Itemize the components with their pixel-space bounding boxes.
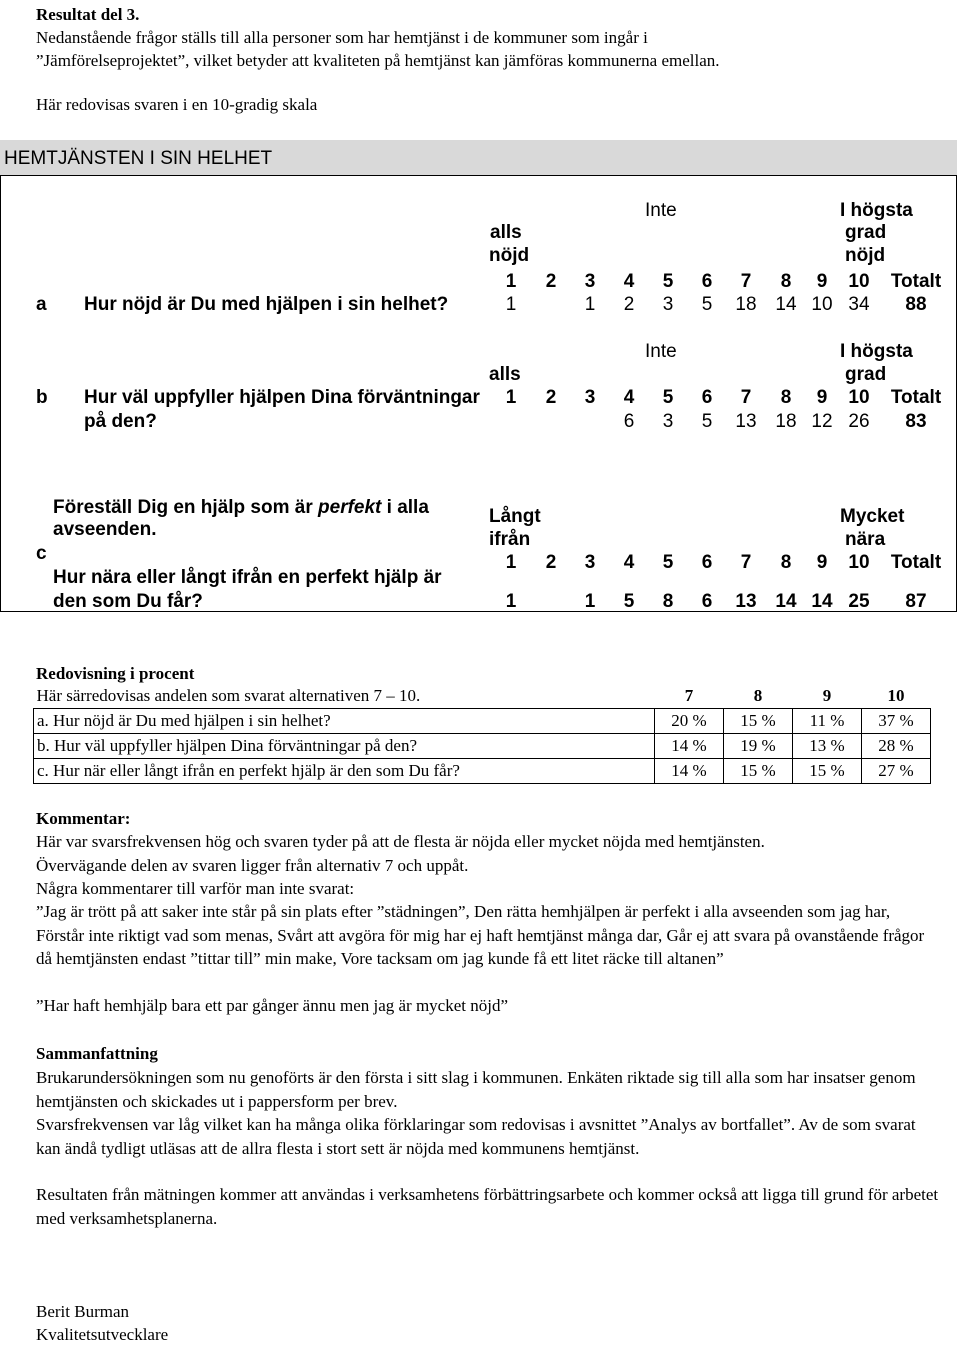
total-label: Totalt xyxy=(890,552,942,573)
q-c-low-label-2: ifrån xyxy=(489,529,531,550)
count-value: 2 xyxy=(623,294,635,315)
q-b-high-label-2: grad xyxy=(845,364,887,385)
scale-value: 8 xyxy=(780,387,792,408)
percent-subtitle: Här särredovisas andelen som svarat alternativen 7 – 10. xyxy=(36,686,421,705)
comment-quote-2: ”Har haft hemhjälp bara ett par gånger ännu men jag är mycket nöjd” xyxy=(36,996,509,1015)
total-value: 88 xyxy=(905,294,927,315)
summary-p1: Brukarundersökningen som nu genoförts är den första i sitt slag i kommunen. Enkäten riktade sig till alla som har insatser genom hemtjänsten och skickades ut i pappersform per brev. xyxy=(36,1068,916,1111)
table-row xyxy=(34,734,931,759)
scale-value: 4 xyxy=(623,271,635,292)
count-value: 6 xyxy=(701,591,713,612)
percent-cell: 15 % xyxy=(724,759,793,784)
count-value: 14 xyxy=(775,591,797,612)
table-row xyxy=(34,759,931,784)
q-c-question-line-3: Hur nära eller långt ifrån en perfekt hjälp är xyxy=(53,567,442,588)
percent-cell: 11 % xyxy=(793,709,862,734)
table-row xyxy=(34,709,931,734)
count-value: 5 xyxy=(701,294,713,315)
scale-value: 3 xyxy=(584,271,596,292)
scale-value: 5 xyxy=(662,271,674,292)
q-b-letter: b xyxy=(36,387,48,408)
percent-col-7: 7 xyxy=(684,686,694,705)
scale-value: 7 xyxy=(740,387,752,408)
q-c-question-line-2: avseenden. xyxy=(53,519,157,540)
scale-note: Här redovisas svaren i en 10-gradig skala xyxy=(36,95,318,114)
count-value: 13 xyxy=(735,591,757,612)
intro xyxy=(36,3,936,72)
count-value: 3 xyxy=(662,411,674,432)
signature-role: Kvalitetsutvecklare xyxy=(36,1325,169,1344)
count-value: 1 xyxy=(584,591,596,612)
scale-value: 9 xyxy=(816,552,828,573)
q-c-high-label-1: Mycket xyxy=(840,506,905,527)
percent-header-row xyxy=(34,684,931,709)
q-c-low-label-1: Långt xyxy=(489,506,541,527)
q-c-question-line-4: den som Du får? xyxy=(53,591,203,612)
scale-value: 2 xyxy=(545,271,557,292)
scale-value: 4 xyxy=(623,387,635,408)
count-value: 14 xyxy=(811,591,833,612)
comment-quote-1: ”Jag är trött på att saker inte står på sin plats efter ”städningen”, Den rätta hemhjälpen är perfekt i alla avseenden som jag har, Förstår inte riktigt vad som menas, Svårt att avgöra för mig har ej haft hemtjänst många dar, Går ej att svara på ovanstående frågor då hemtjänsten endast ”tittar till” min make, Vore tacksam om jag kunde få ett litet räcke till altanen” xyxy=(36,902,925,968)
q-a-high-label-1: I högsta xyxy=(840,200,913,221)
percent-cell: 13 % xyxy=(793,734,862,759)
scale-value: 5 xyxy=(662,387,674,408)
scale-value: 3 xyxy=(584,387,596,408)
percent-cell: 19 % xyxy=(724,734,793,759)
comment-p2: Övervägande delen av svaren ligger från alternativ 7 och uppåt. xyxy=(36,856,469,875)
q-a-high-label-2: grad xyxy=(845,222,887,243)
count-value: 1 xyxy=(584,294,596,315)
q-c-letter: c xyxy=(36,543,47,564)
total-label: Totalt xyxy=(890,271,942,292)
percent-cell: 14 % xyxy=(655,759,724,784)
count-value: 10 xyxy=(811,294,833,315)
scale-value: 8 xyxy=(780,271,792,292)
percent-cell: 37 % xyxy=(862,709,931,734)
count-value: 34 xyxy=(848,294,870,315)
scale-value: 6 xyxy=(701,387,713,408)
scale-value: 1 xyxy=(505,387,517,408)
count-value: 18 xyxy=(775,411,797,432)
percent-cell: 15 % xyxy=(724,709,793,734)
count-value: 5 xyxy=(623,591,635,612)
scale-value: 2 xyxy=(545,387,557,408)
percent-row-label: a. Hur nöjd är Du med hjälpen i sin helhet? xyxy=(34,709,655,734)
count-value: 1 xyxy=(505,294,517,315)
percent-heading: Redovisning i procent xyxy=(36,664,195,683)
count-value: 5 xyxy=(701,411,713,432)
count-value: 26 xyxy=(848,411,870,432)
q-a-high-label-3: nöjd xyxy=(845,245,886,266)
comment-p3: Några kommentarer till varför man inte svarat: xyxy=(36,879,355,898)
count-value: 8 xyxy=(662,591,674,612)
signature-name: Berit Burman xyxy=(36,1302,130,1321)
results-section xyxy=(0,140,957,612)
scale-value: 6 xyxy=(701,552,713,573)
percent-cell: 20 % xyxy=(655,709,724,734)
percent-row-label: b. Hur väl uppfyller hjälpen Dina förväntningar på den? xyxy=(34,734,655,759)
intro-line-2: ”Jämförelseprojektet”, vilket betyder att kvaliteten på hemtjänst kan jämföras kommunerna emellan. xyxy=(36,51,720,70)
summary-p2: Svarsfrekvensen var låg vilket kan ha många olika förklaringar som redovisas i avsnittet ”Analys av bortfallet”. Av de som svarat kan ändå tydligt utläsas att de allra flesta i stort sett är nöjda med kommunens hemtjänst. xyxy=(36,1115,916,1158)
q-b-low-label-1: alls xyxy=(489,364,521,385)
count-value: 3 xyxy=(662,294,674,315)
scale-value: 2 xyxy=(545,552,557,573)
scale-value: 9 xyxy=(816,271,828,292)
percent-cell: 27 % xyxy=(862,759,931,784)
summary-heading: Sammanfattning xyxy=(36,1044,158,1063)
percent-col-9: 9 xyxy=(822,686,832,705)
comment-p1: Här var svarsfrekvensen hög och svaren tyder på att de flesta är nöjda eller mycket nöjda med hemtjänsten. xyxy=(36,832,765,851)
summary-p3: Resultaten från mätningen kommer att användas i verksamhetens förbättringsarbete och kommer också att ligga till grund för arbetet med verksamhetsplanerna. xyxy=(36,1185,939,1228)
scale-value: 1 xyxy=(505,271,517,292)
total-label: Totalt xyxy=(890,387,942,408)
page-heading: Resultat del 3. xyxy=(36,5,140,24)
q-a-letter: a xyxy=(36,294,47,315)
q-a-mid-label: Inte xyxy=(645,200,677,221)
scale-value: 6 xyxy=(701,271,713,292)
count-value: 14 xyxy=(775,294,797,315)
q-b-question-line-1: Hur väl uppfyller hjälpen Dina förväntningar xyxy=(84,387,480,408)
scale-value: 8 xyxy=(780,552,792,573)
scale-value: 7 xyxy=(740,271,752,292)
count-value: 1 xyxy=(505,591,517,612)
count-value: 18 xyxy=(735,294,757,315)
scale-value: 9 xyxy=(816,387,828,408)
percent-cell: 28 % xyxy=(862,734,931,759)
scale-value: 10 xyxy=(848,271,870,292)
percent-col-10: 10 xyxy=(887,686,905,705)
q-c-question-line-1: Föreställ Dig en hjälp som är perfekt i alla xyxy=(53,497,429,518)
q-a-question: Hur nöjd är Du med hjälpen i sin helhet? xyxy=(84,294,449,315)
q-a-low-label-1: alls xyxy=(490,222,522,243)
section-title: HEMTJÄNSTEN I SIN HELHET xyxy=(4,148,273,169)
q-c-high-label-2: nära xyxy=(845,529,886,550)
scale-value: 5 xyxy=(662,552,674,573)
percent-cell: 14 % xyxy=(655,734,724,759)
total-value: 83 xyxy=(905,411,927,432)
percent-cell: 15 % xyxy=(793,759,862,784)
scale-value: 4 xyxy=(623,552,635,573)
scale-value: 7 xyxy=(740,552,752,573)
percent-table xyxy=(33,684,931,784)
percent-col-8: 8 xyxy=(753,686,763,705)
total-value: 87 xyxy=(905,591,927,612)
count-value: 25 xyxy=(848,591,870,612)
q-a-low-label-2: nöjd xyxy=(489,245,530,266)
count-value: 6 xyxy=(623,411,635,432)
count-value: 13 xyxy=(735,411,757,432)
comment-heading: Kommentar: xyxy=(36,809,131,828)
q-b-mid-label: Inte xyxy=(645,341,677,362)
q-b-question-line-2: på den? xyxy=(84,411,157,432)
percent-row-label: c. Hur när eller långt ifrån en perfekt hjälp är den som Du får? xyxy=(34,759,655,784)
scale-value: 10 xyxy=(848,387,870,408)
intro-line-1: Nedanstående frågor ställs till alla personer som har hemtjänst i de kommuner som ingår i xyxy=(36,28,648,47)
scale-value: 3 xyxy=(584,552,596,573)
count-value: 12 xyxy=(811,411,833,432)
scale-value: 1 xyxy=(505,552,517,573)
q-b-high-label-1: I högsta xyxy=(840,341,913,362)
scale-value: 10 xyxy=(848,552,870,573)
